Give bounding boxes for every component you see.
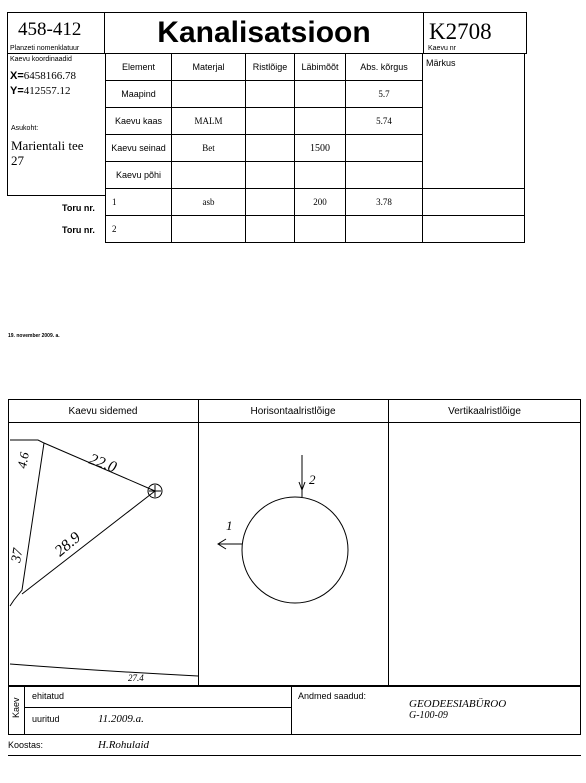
pipe-korgus: 3.78: [346, 189, 423, 216]
pipe-nr: 2: [106, 216, 172, 243]
well-marker-cross: [149, 485, 161, 497]
header-ristloige: Ristlõige: [246, 54, 295, 81]
header-korgus: Abs. kõrgus: [346, 54, 423, 81]
footer-kaev-divider: [24, 686, 25, 735]
sheet-number-label: Planzeti nomenklatuur: [10, 45, 80, 52]
kaev-label: Kaev: [11, 697, 21, 718]
well-id-label: Kaevu nr: [428, 45, 457, 52]
location-line1: Marientali tee: [11, 138, 84, 153]
header-labimoot: Läbimõõt: [295, 54, 346, 81]
row-element: Kaevu seinad: [106, 135, 172, 162]
source-line1: GEODEESIABÜROO: [409, 698, 507, 710]
footer-box: [8, 686, 581, 735]
pipe-1-label: Toru nr.: [62, 203, 95, 213]
x-coordinate: X=6458166.78: [10, 70, 77, 82]
location-line2: 27: [11, 153, 24, 168]
header-markus: Märkus: [423, 54, 525, 189]
row-materjal: Bet: [172, 135, 246, 162]
source-line2: G-100-09: [409, 710, 448, 721]
pipe-2-label: 2: [309, 472, 316, 487]
uuritud-value: 11.2009.a.: [98, 713, 144, 725]
pipe-nr: 1: [106, 189, 172, 216]
sheet-number: 458-412: [18, 19, 82, 40]
row-labimoot: 1500: [295, 135, 346, 162]
row-element: Kaevu kaas: [106, 108, 172, 135]
row-element: Maapind: [106, 81, 172, 108]
dist-diag-label: 28.9: [51, 529, 85, 561]
horizontal-section: [218, 455, 348, 603]
panel-title-horisontaal: Horisontaalristlõige: [250, 406, 336, 417]
well-id: K2708: [429, 19, 492, 44]
tie-line-diagonal: [22, 491, 155, 594]
footer-vertical: [291, 686, 292, 735]
pipe-labimoot: 200: [295, 189, 346, 216]
date-stamp: 19. november 2009. a.: [8, 333, 60, 339]
panel-title-sidemed: Kaevu sidemed: [68, 406, 138, 417]
y-coordinate: Y=412557.12: [10, 85, 71, 97]
pipe-2-label: Toru nr.: [62, 225, 95, 235]
page-title: Kanalisatsioon: [157, 16, 371, 49]
side-mid-label: 37: [9, 547, 27, 564]
row-materjal: MALM: [172, 108, 246, 135]
pipe-materjal: asb: [172, 189, 246, 216]
koostas-label: Koostas:: [8, 740, 44, 750]
dist-bottom-label: 27.4: [128, 673, 144, 683]
location-label: Asukoht:: [11, 125, 39, 132]
header-element: Element: [106, 54, 172, 81]
building-bottom: [10, 664, 198, 676]
pipe-1-label: 1: [226, 518, 233, 533]
header-materjal: Materjal: [172, 54, 246, 81]
dist-top-label: 22.0: [86, 450, 119, 477]
uuritud-label: uuritud: [32, 714, 60, 724]
side-top-label: 4.6: [14, 450, 32, 470]
row-korgus: 5.74: [346, 108, 423, 135]
well-circle: [242, 497, 348, 603]
coordinates-label: Kaevu koordinaadid: [10, 56, 72, 63]
ehitatud-label: ehitatud: [32, 691, 65, 701]
andmed-label: Andmed saadud:: [298, 691, 367, 701]
footer-mid-line: [24, 707, 291, 708]
koostas-value: H.Rohulaid: [98, 739, 150, 751]
tie-sketch: [10, 440, 198, 676]
koostas-underline: [8, 755, 581, 756]
row-element: Kaevu põhi: [106, 162, 172, 189]
row-korgus: 5.7: [346, 81, 423, 108]
panel-title-vertikaal: Vertikaalristlõige: [448, 406, 521, 417]
